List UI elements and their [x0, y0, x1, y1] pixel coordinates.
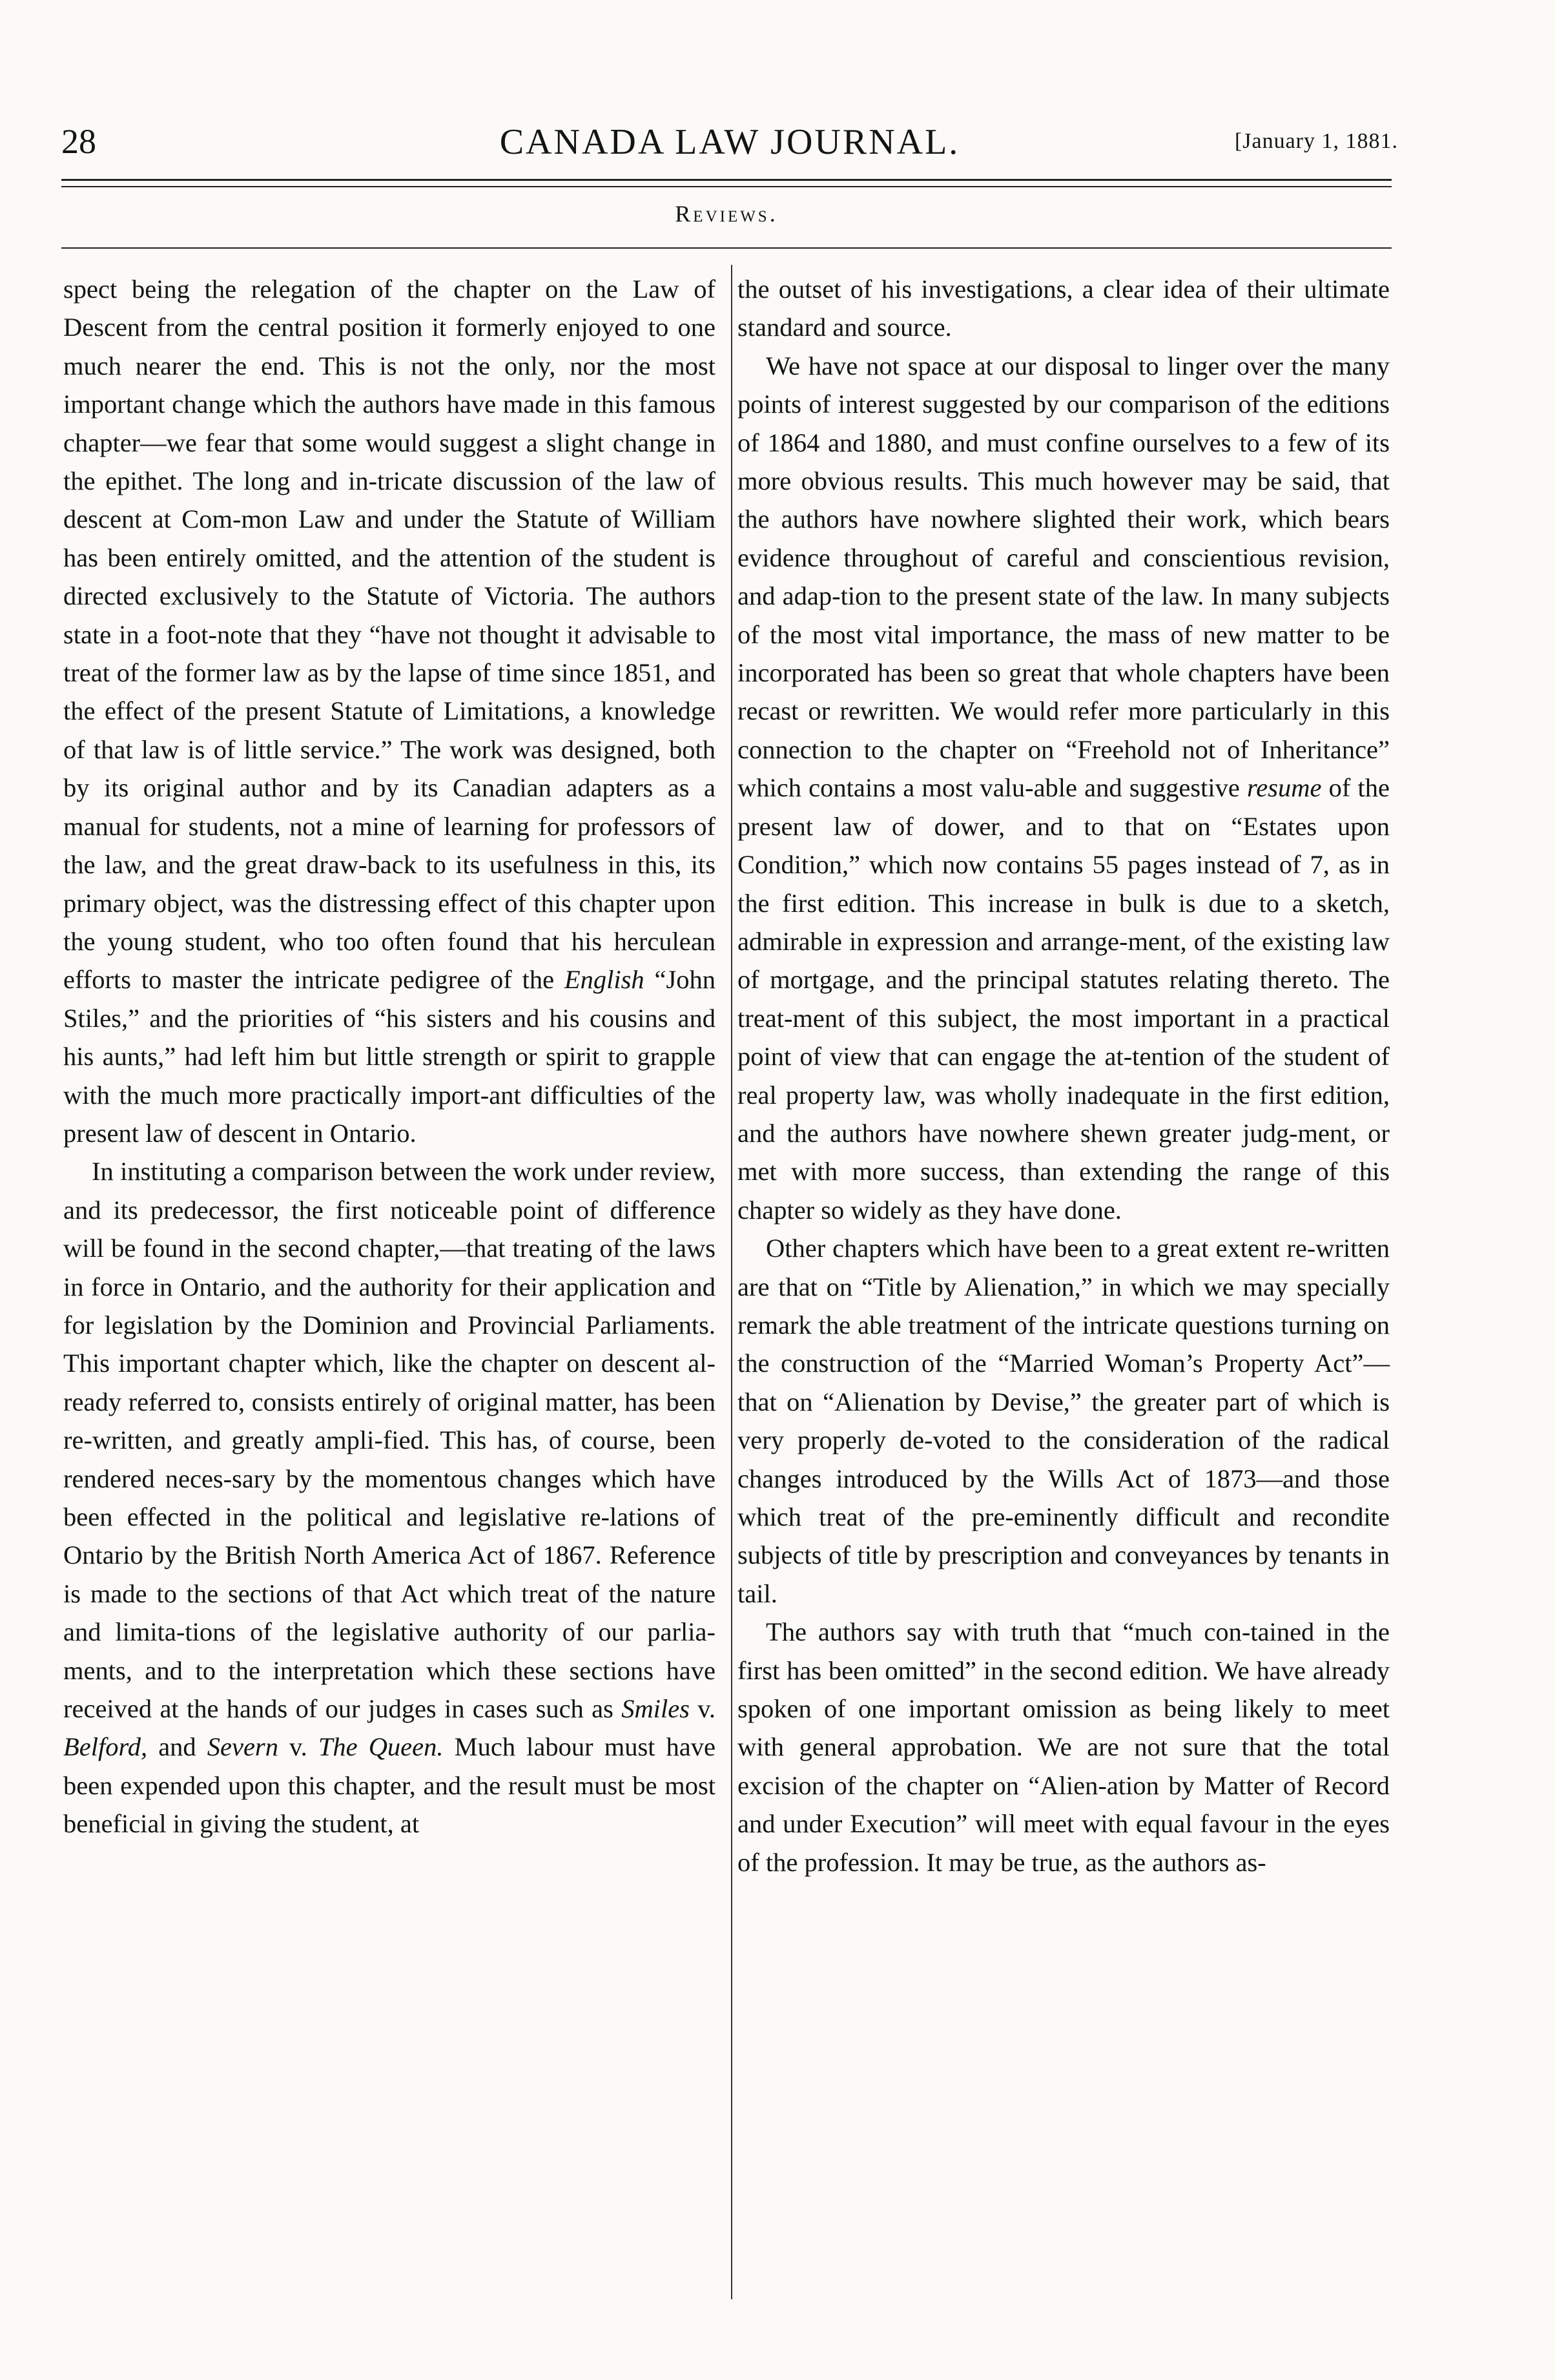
running-header	[61, 121, 1398, 173]
right-paragraph-4: The authors say with truth that “much con-tained in the first has been omitted” in the second edition. We have already spoken of one important omission as being likely to meet with general approbation. We are not sure that the total excision of the chapter on “Alien-ation by Matter of Record and under Execution” will meet with equal favour in the eyes of the profession. It may be true, as the authors as-	[737, 1617, 1390, 1877]
left-column	[63, 270, 716, 1843]
page-number: 28	[61, 122, 96, 161]
emphasis-resume: resume	[1246, 773, 1322, 803]
section-title: Reviews.	[675, 201, 778, 227]
journal-title: CANADA LAW JOURNAL.	[499, 122, 960, 162]
right-paragraph-3: Other chapters which have been to a great extent re-written are that on “Title by Alienation,” in which we may specially remark the able treatment of the intricate questions turning on the construction of the “Married Woman’s Property Act”—that on “Alienation by Devise,” the greater part of which is very properly de-voted to the consideration of the radical changes introduced by the Wills Act of 1873—and those which treat of the pre-eminently difficult and recondite subjects of title by prescription and conveyances by tenants in tail.	[737, 1234, 1390, 1608]
emphasis-english: English	[564, 965, 644, 995]
section-rule	[61, 247, 1392, 249]
case-name: The Queen.	[318, 1732, 444, 1762]
right-paragraph-2: We have not space at our disposal to linger over the many points of interest suggested by our comparison of the editions of 1864 and 1880, and must confine ourselves to a few of its more obvious results. This much however may be said, that the authors have nowhere slighted their work, which bears evidence throughout of careful and conscientious revision, and adap-tion to the present state of the law. In many subjects of the most vital importance, the mass of new matter to be incorporated has been so great that whole chapters have been recast or rewritten. We would refer more particularly in this connection to the chapter on “Freehold not of Inheritance” which contains a most valu-able and suggestive resume of the present law of dower, and to that on “Estates upon Condition,” which now contains 55 pages instead of 7, as in the first edition. This increase in bulk is due to a sketch, admirable in expression and arrange-ment, of the existing law of mortgage, and the principal statutes relating thereto. The treat-ment of this subject, the most important in a practical point of view that can engage the at-tention of the student of real property law, was wholly inadequate in the first edition, and the authors have nowhere shewn greater judg-ment, or met with more success, than extending the range of this chapter so widely as they have done.	[737, 351, 1390, 1225]
case-name: Belford,	[63, 1732, 148, 1762]
column-divider	[731, 265, 732, 2299]
case-name: Smiles	[621, 1694, 690, 1724]
case-name: Severn	[207, 1732, 278, 1762]
right-column	[737, 270, 1390, 1881]
left-paragraph-1: spect being the relegation of the chapter on the Law of Descent from the central position it formerly enjoyed to one much nearer the end. This is not the only, nor the most important change which the authors have made in this famous chapter—we fear that some would suggest a slight change in the epithet. The long and in-tricate discussion of the law of descent at Com-mon Law and under the Statute of William has been entirely omitted, and the attention of the student is directed exclusively to the Statute of Victoria. The authors state in a foot-note that they “have not thought it advisable to treat of the former law as by the lapse of time since 1851, and the effect of the present Statute of Limitations, a knowledge of that law is of little service.” The work was designed, both by its original author and by its Canadian adapters as a manual for students, not a mine of learning for professors of the law, and the great draw-back to its usefulness in this, its primary object, was the distressing effect of this chapter upon the young student, who too often found that his herculean efforts to master the intricate pedigree of the English “John Stiles,” and the priorities of “his sisters and his cousins and his aunts,” had left him but little strength or spirit to grapple with the much more practically import-ant difficulties of the present law of descent in Ontario.	[63, 274, 716, 1148]
issue-date: [January 1, 1881.	[1234, 129, 1398, 153]
left-paragraph-2: In instituting a comparison between the work under review, and its predecessor, the first noticeable point of difference will be found in the second chapter,—that treating of the laws in force in Ontario, and the authority for their application and for legislation by the Dominion and Provincial Parliaments. This important chapter which, like the chapter on descent al-ready referred to, consists entirely of original matter, has been re-written, and greatly ampli-fied. This has, of course, been rendered neces-sary by the momentous changes which have been effected in the political and legislative re-lations of Ontario by the British North America Act of 1867. Reference is made to the sections of that Act which treat of the nature and limita-tions of the legislative authority of our parlia-ments, and to the interpretation which these sections have received at the hands of our judges in cases such as Smiles v. Belford, and Severn v. The Queen. Much labour must have been expended upon this chapter, and the result must be most beneficial in giving the student, at	[63, 1157, 716, 1839]
header-rule-thick	[61, 179, 1392, 181]
right-paragraph-1: the outset of his investigations, a clear idea of their ultimate standard and source.	[737, 274, 1390, 342]
header-rule-thin	[61, 186, 1392, 187]
